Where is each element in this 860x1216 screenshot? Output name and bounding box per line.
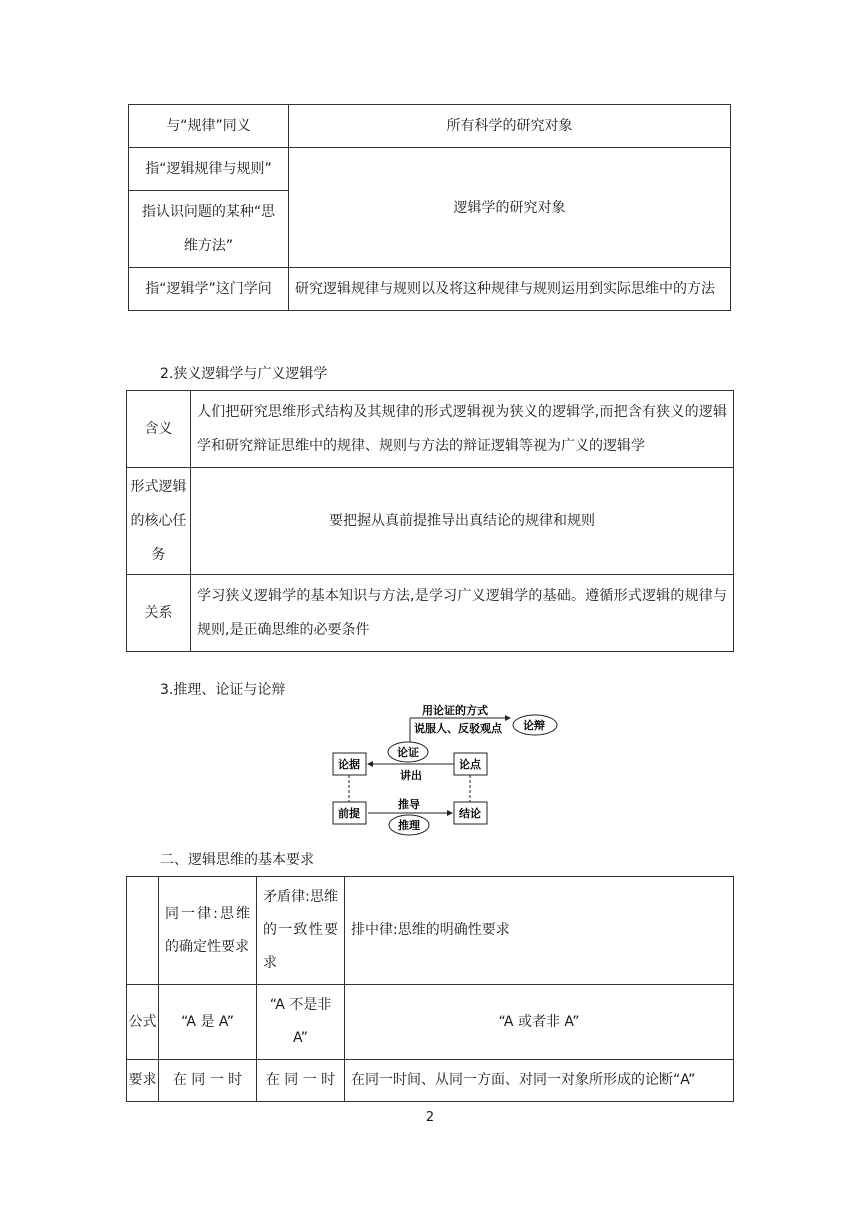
table-header: 矛盾律:思维的一致性要求	[257, 877, 345, 985]
table-cell: “A 不是非 A”	[257, 985, 345, 1060]
table-cell: 研究逻辑规律与规则以及将这种规律与规则运用到实际思维中的方法	[289, 268, 731, 311]
table-cell: 与“规律”同义	[129, 105, 289, 148]
diagram-label: 讲出	[400, 769, 422, 782]
section-heading: 3.推理、论证与论辩	[160, 682, 286, 698]
table-cell: 逻辑学的研究对象	[289, 148, 731, 268]
table-cell: 所有科学的研究对象	[289, 105, 731, 148]
table-cell: 指“逻辑学”这门学问	[129, 268, 289, 311]
page-number: 2	[425, 1110, 435, 1125]
table-cell: 指“逻辑规律与规则”	[129, 148, 289, 191]
table-cell: 要求	[127, 1060, 159, 1102]
table-cell: 在 同 一 时	[159, 1060, 257, 1102]
diagram-label: 论据	[338, 758, 360, 771]
logic-table	[126, 390, 734, 652]
table-cell: 人们把研究思维形式结构及其规律的形式逻辑视为狭义的逻辑学,而把含有狭义的逻辑学和研究辩证思维中的规律、规则与方法的辩证逻辑等视为广义的逻辑学	[191, 391, 734, 468]
table-cell: “A 或者非 A”	[345, 985, 734, 1060]
diagram-label: 说服人、反驳观点	[414, 722, 502, 735]
table-cell: 要把握从真前提推导出真结论的规律和规则	[191, 468, 734, 575]
reasoning-diagram	[330, 700, 560, 840]
table-cell: 学习狭义逻辑学的基本知识与方法,是学习广义逻辑学的基础。遵循形式逻辑的规律与规则,是正确思维的必要条件	[191, 575, 734, 652]
diagram-label: 结论	[459, 807, 481, 820]
diagram-label: 论点	[459, 758, 481, 771]
diagram-label: 论辩	[523, 719, 545, 732]
table-cell: 含义	[127, 391, 191, 468]
table-cell: 形式逻辑的核心任务	[127, 468, 191, 575]
section-heading: 2.狭义逻辑学与广义逻辑学	[160, 366, 328, 382]
diagram-label: 论证	[397, 746, 419, 759]
section-heading: 二、逻辑思维的基本要求	[160, 852, 314, 868]
table-cell: 关系	[127, 575, 191, 652]
table-cell: 指认识问题的某种“思维方法”	[129, 191, 289, 268]
diagram-label: 用论证的方式	[422, 704, 488, 717]
diagram-label: 前提	[338, 807, 360, 820]
diagram-label: 推理	[398, 819, 420, 832]
definition-table	[128, 104, 731, 311]
table-cell: 公式	[127, 985, 159, 1060]
table-header: 同一律:思维的确定性要求	[159, 877, 257, 985]
table-header	[127, 877, 159, 985]
table-header: 排中律:思维的明确性要求	[345, 877, 734, 985]
table-cell: “A 是 A”	[159, 985, 257, 1060]
basic-requirements-table	[126, 876, 734, 1102]
table-cell: 在 同 一 时	[257, 1060, 345, 1102]
table-cell: 在同一时间、从同一方面、对同一对象所形成的论断“A”	[345, 1060, 734, 1102]
diagram-label: 推导	[398, 798, 420, 811]
